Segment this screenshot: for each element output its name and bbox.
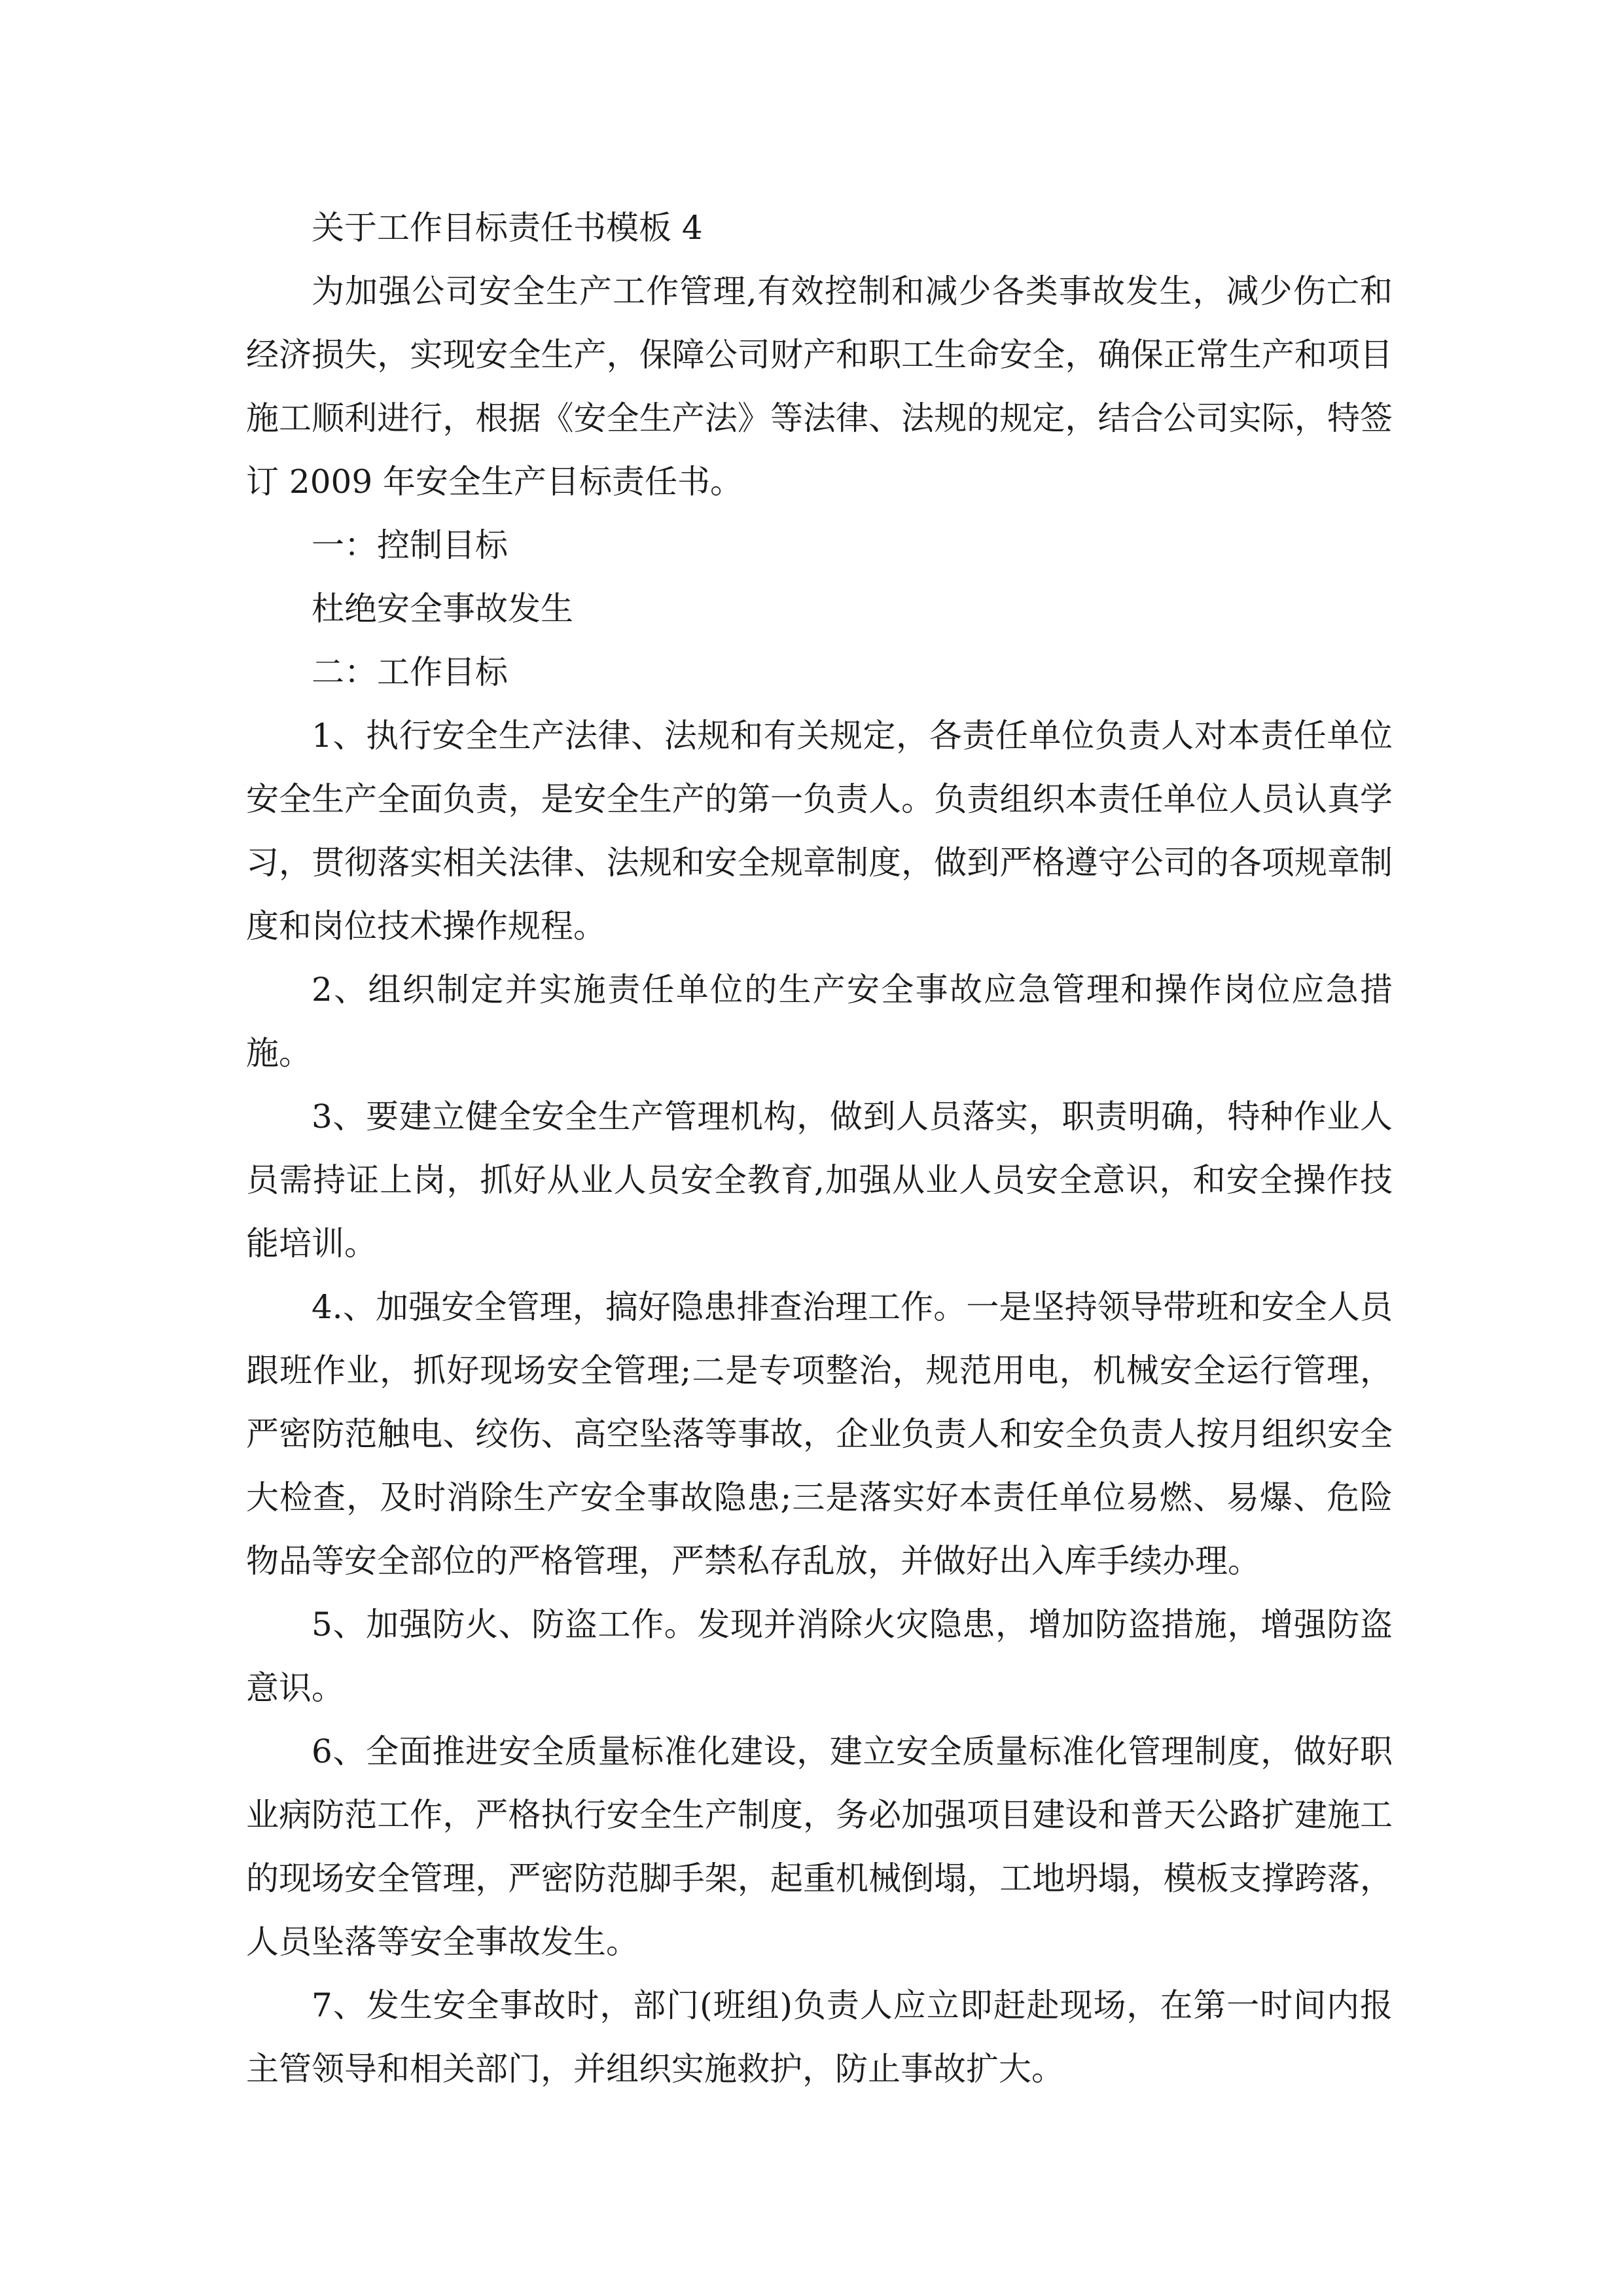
control-goal-text: 杜绝安全事故发生: [312, 590, 573, 628]
work-goal-item-2: 2、组织制定并实施责任单位的生产安全事故应急管理和操作岗位应急措施。: [246, 971, 1393, 1072]
intro-paragraph: 为加强公司安全生产工作管理,有效控制和减少各类事故发生，减少伤亡和经济损失，实现安全生产，保障公司财产和职工生命安全，确保正常生产和项目施工顺利进行，根据《安全生产法》等法律、法规的规定，结合公司实际，特签订 2009 年安全生产目标责任书。: [246, 272, 1393, 501]
work-goal-item-6: 6、全面推进安全质量标准化建设，建立安全质量标准化管理制度，做好职业病防范工作，严格执行安全生产制度，务必加强项目建设和普天公路扩建施工的现场安全管理，严密防范脚手架，起重机械倒塌，工地坍塌，模板支撑跨落，人员坠落等安全事故发生。: [246, 1732, 1393, 1961]
work-goal-item-4: 4.、加强安全管理，搞好隐患排查治理工作。一是坚持领导带班和安全人员跟班作业，抓好现场安全管理;二是专项整治，规范用电，机械安全运行管理，严密防范触电、绞伤、高空坠落等事故，企业负责人和安全负责人按月组织安全大检查，及时消除生产安全事故隐患;三是落实好本责任单位易燃、易爆、危险物品等安全部位的严格管理，严禁私存乱放，并做好出入库手续办理。: [246, 1288, 1393, 1580]
section-heading-work-goal: 二：工作目标: [312, 653, 508, 691]
work-goal-item-3: 3、要建立健全安全生产管理机构，做到人员落实，职责明确，特种作业人员需持证上岗，抓好从业人员安全教育,加强从业人员安全意识，和安全操作技能培训。: [246, 1098, 1393, 1263]
work-goal-item-7: 7、发生安全事故时，部门(班组)负责人应立即赶赴现场，在第一时间内报主管领导和相关部门，并组织实施救护，防止事故扩大。: [246, 1986, 1393, 2088]
section-heading-control-goal: 一：控制目标: [312, 526, 508, 564]
document-title: 关于工作目标责任书模板 4: [312, 209, 703, 247]
work-goal-item-1: 1、执行安全生产法律、法规和有关规定，各责任单位负责人对本责任单位安全生产全面负责，是安全生产的第一负责人。负责组织本责任单位人员认真学习，贯彻落实相关法律、法规和安全规章制度，做到严格遵守公司的各项规章制度和岗位技术操作规程。: [246, 717, 1393, 945]
work-goal-item-5: 5、加强防火、防盗工作。发现并消除火灾隐患，增加防盗措施，增强防盗意识。: [246, 1605, 1393, 1707]
document-body: [246, 196, 1393, 2101]
